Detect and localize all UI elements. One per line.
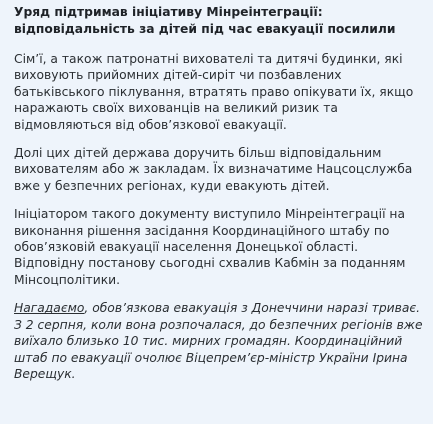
post-headline: Уряд підтримав ініціативу Мінреінтеграції: відповідальність за дітей під час евакуації посилили — [14, 5, 396, 36]
paragraph-1: Сім’ї, а також патронатні вихователі та дитячі будинки, які виховують прийомних дітей-сиріт чи позбавлених батьківського піклування, втратять право опікувати їх, якщо наражають своїх вихованців на великий ризик та відмовляються від обов’язкової евакуації. — [14, 52, 414, 132]
reminder-link[interactable]: Нагадаємо — [14, 301, 85, 316]
reminder-text: , обов’язкова евакуація з Донеччини наразі триває. З 2 серпня, коли вона розпочалася, до безпечних регіонів вже виїхало близько 10 тис. мирних громадян. Координаційний штаб по евакуації очолює Віцепрем’єр-міністр України Ірина Верещук. — [14, 301, 423, 381]
paragraph-2: Долі цих дітей держава доручить більш відповідальним вихователям або ж закладам. Їх визначатиме Нацсоцслужба вже у безпечних регіонах, куди евакують дітей. — [14, 146, 413, 193]
paragraph-3: Ініціатором такого документу виступило Мінреінтеграції на виконання рішення засідання Координаційного штабу по обов’язковій евакуації населення Донецької області. Відповідну постанову сьогодні схвалив Кабмін за поданням Мінсоцполітики. — [14, 207, 406, 287]
reminder-paragraph — [14, 300, 424, 382]
